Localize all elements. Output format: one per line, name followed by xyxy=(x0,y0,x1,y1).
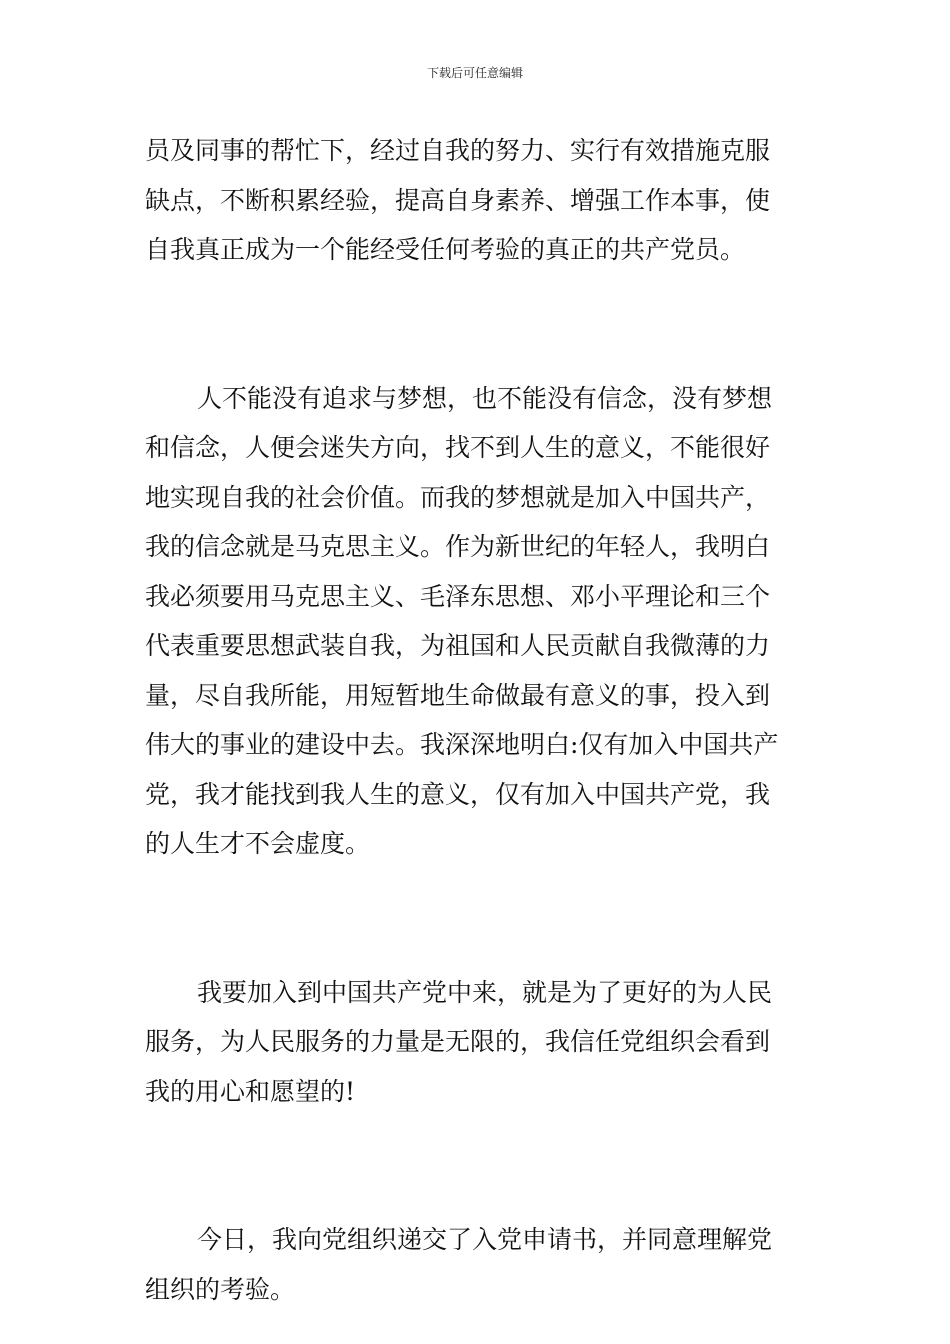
text-line: 我必须要用马克思主义、毛泽东思想、邓小平理论和三个 xyxy=(145,581,771,611)
paragraph-gap xyxy=(145,275,810,374)
paragraph-2 xyxy=(145,374,810,869)
text-line: 代表重要思想武装自我，为祖国和人民贡献自我微薄的力 xyxy=(145,631,771,660)
text-line: 地实现自我的社会价值。而我的梦想就是加入中国共产， xyxy=(145,482,771,512)
text-line: 我的信念就是马克思主义。作为新世纪的年轻人，我明白 xyxy=(145,532,771,561)
text-line: 今日，我向党组织递交了入党申请书，并同意理解党 xyxy=(197,1225,773,1254)
page-header: 下载后可任意编辑 xyxy=(426,66,523,80)
paragraph-gap xyxy=(145,1116,810,1215)
paragraph-3 xyxy=(145,968,810,1117)
text-line: 党，我才能找到我人生的意义，仅有加入中国共产党，我 xyxy=(145,779,771,809)
paragraph-gap xyxy=(145,869,810,968)
text-line: 自我真正成为一个能经受任何考验的真正的共产党员。 xyxy=(145,235,746,264)
text-line: 伟大的事业的建设中去。我深深地明白:仅有加入中国共产 xyxy=(145,730,779,759)
paragraph-1 xyxy=(145,126,810,275)
text-line: 员及同事的帮忙下，经过自我的努力、实行有效措施克服 xyxy=(145,136,771,165)
text-line: 人不能没有追求与梦想，也不能没有信念，没有梦想 xyxy=(197,383,773,413)
paragraph-4 xyxy=(145,1215,810,1314)
text-line: 量，尽自我所能，用短暂地生命做最有意义的事，投入到 xyxy=(145,680,771,710)
text-line: 服务，为人民服务的力量是无限的，我信任党组织会看到 xyxy=(145,1027,771,1056)
text-line: 我的用心和愿望的! xyxy=(145,1076,356,1106)
text-line: 的人生才不会虚度。 xyxy=(145,829,371,858)
document-body xyxy=(145,126,810,1314)
text-line: 我要加入到中国共产党中来，就是为了更好的为人民 xyxy=(197,977,773,1007)
text-line: 缺点，不断积累经验，提高自身素养、增强工作本事，使 xyxy=(145,185,771,215)
text-line: 组织的考验。 xyxy=(145,1274,296,1304)
text-line: 和信念，人便会迷失方向，找不到人生的意义，不能很好 xyxy=(145,433,771,462)
